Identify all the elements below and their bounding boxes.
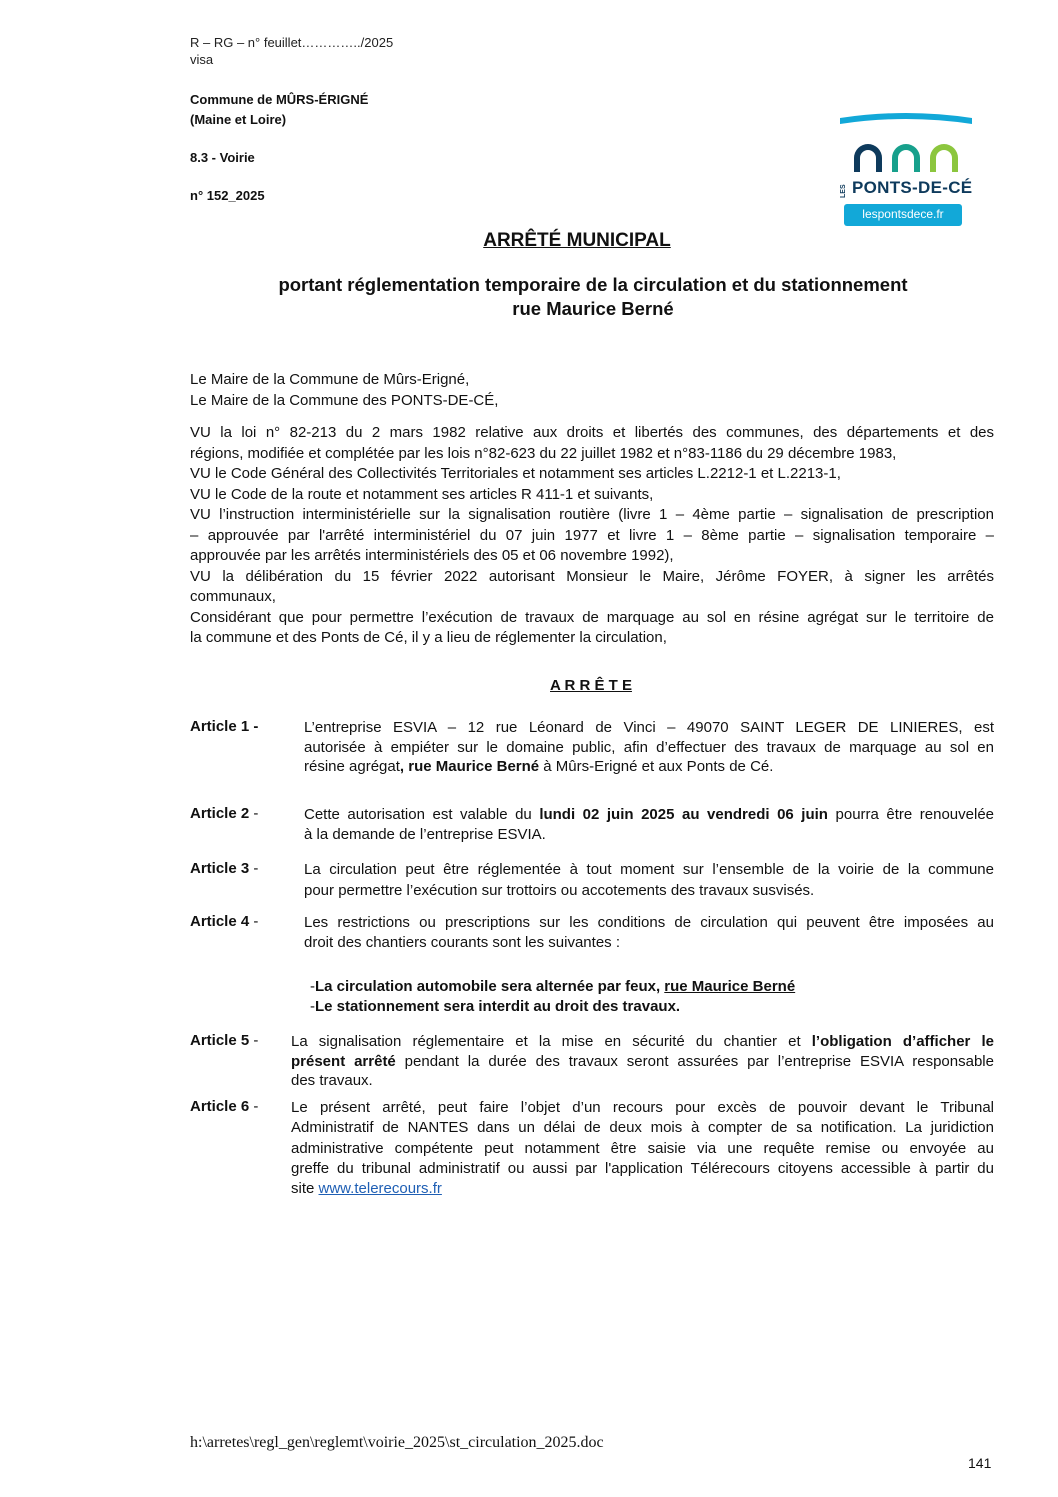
footer-file-path: h:\arretes\regl_gen\reglemt\voirie_2025\st_circulation_2025.doc [190, 1434, 604, 1451]
article-2-label: Article 2 - [190, 805, 259, 822]
vu-line: VU le Code Général des Collectivités Territoriales et notamment ses articles L.2212-1 et L.2213-1, [190, 465, 841, 482]
article-1-label: Article 1 - [190, 718, 259, 735]
document-title: ARRÊTÉ MUNICIPAL [483, 230, 671, 251]
vu-line: VU la délibération du 15 février 2022 autorisant Monsieur le Maire, Jérôme FOYER, à signer les arrêtés [190, 567, 994, 585]
header-ref-line: R – RG – n° feuillet…………../2025 [190, 35, 394, 50]
article-4-label: Article 4 - [190, 913, 259, 930]
vu-line: VU l’instruction interministérielle sur la signalisation routière (livre 1 – 4ème partie – signalisation de prescription [190, 506, 994, 523]
telerecours-link[interactable]: www.telerecours.fr [318, 1180, 442, 1198]
vu-line: régions, modifiée et complétée par les lois n°82-623 du 22 juillet 1982 et n°83-1186 du 29 décembre 1983, [190, 444, 897, 462]
considerations-block [190, 423, 994, 649]
vu-line: – approuvée par l'arrêté interministériel du 07 juin 1977 et livre 1 – 8ème partie – signalisation temporaire – [190, 526, 994, 544]
vu-line: VU la loi n° 82-213 du 2 mars 1982 relative aux droits et libertés des communes, des départements et des [190, 424, 994, 441]
arrete-number: n° 152_2025 [190, 188, 265, 203]
article-4-text: Les restrictions ou prescriptions sur les conditions de circulation qui peuvent être imposées au droit des chantiers courants sont les suivantes : [304, 914, 994, 951]
vu-line: la commune et des Ponts de Cé, il y a lieu de réglementer la circulation, [190, 629, 667, 646]
page-number: 141 [968, 1455, 992, 1471]
article-1-text: L’entreprise ESVIA – 12 rue Léonard de Vinci – 49070 SAINT LEGER DE LINIERES, est autorisée à empiéter sur le domaine public, afin d’effectuer des travaux de marquage au sol en résine agrégat, rue Maurice Berné à Mûrs-Erigné et aux Ponts de Cé. [304, 719, 994, 775]
article-6-label: Article 6 - [190, 1098, 259, 1115]
logo-website: lespontsdece.fr [862, 207, 944, 221]
commune-department: (Maine et Loire) [190, 112, 287, 127]
mayor-line-1: Le Maire de la Commune de Mûrs-Erigné, [190, 371, 470, 388]
article-6-text: Le présent arrêté, peut faire l’objet d’un recours pour excès de pouvoir devant le Tribunal Administratif de NANTES dans un délai de deux mois à compter de sa notification. La juridiction administrative compétente peut notamment être saisie via une requête remise ou envoyée au greffe du tribunal administratif ou aussi par l'application Télérecours citoyens accessible à partir du site www.telerecours.fr [291, 1099, 994, 1198]
article-5-text: La signalisation réglementaire et la mise en sécurité du chantier et l’obligation d’afficher le présent arrêté pendant la durée des travaux seront assurées par l’entreprise ESVIA responsable des travaux. [291, 1033, 994, 1089]
article-3-label: Article 3 - [190, 860, 259, 877]
ponts-de-ce-logo [836, 110, 976, 230]
subtitle-line-1: portant réglementation temporaire de la circulation et du stationnement [278, 274, 908, 295]
document-subtitle [0, 273, 1058, 321]
mayors-block [190, 370, 994, 411]
subtitle-line-2: rue Maurice Berné [512, 298, 674, 319]
bullet-item: -Le stationnement sera interdit au droit des travaux. [310, 997, 681, 1015]
bullet-item: -La circulation automobile sera alternée par feux, rue Maurice Berné [310, 978, 796, 995]
article-4-bullets [310, 977, 795, 1016]
logo-name: PONTS-DE-CÉ [852, 178, 973, 197]
header-reference [190, 34, 393, 68]
article-2-text: Cette autorisation est valable du lundi 02 juin 2025 au vendredi 06 juin pourra être renouvelée à la demande de l’entreprise ESVIA. [304, 806, 995, 843]
vu-line: VU le Code de la route et notamment ses articles R 411-1 et suivants, [190, 485, 654, 503]
vu-line: communaux, [190, 588, 276, 605]
category-label: 8.3 - Voirie [190, 150, 255, 165]
article-3-text: La circulation peut être réglementée à tout moment sur l’ensemble de la voirie de la commune pour permettre l’exécution sur trottoirs ou accotements des travaux susvisés. [304, 861, 994, 899]
logo-les: LES [840, 184, 847, 198]
vu-line: approuvée par les arrêtés interministériels des 05 et 06 novembre 1992), [190, 547, 674, 564]
header-visa: visa [190, 52, 214, 67]
article-5-label: Article 5 - [190, 1032, 259, 1049]
vu-line: Considérant que pour permettre l’exécution de travaux de marquage au sol en résine agrégat sur le territoire de [190, 608, 994, 626]
commune-name: Commune de MÛRS-ÉRIGNÉ [190, 92, 369, 107]
arrete-heading: A R R Ê T E [550, 677, 632, 694]
commune-block [190, 90, 368, 130]
mayor-line-2: Le Maire de la Commune des PONTS-DE-CÉ, [190, 391, 499, 409]
